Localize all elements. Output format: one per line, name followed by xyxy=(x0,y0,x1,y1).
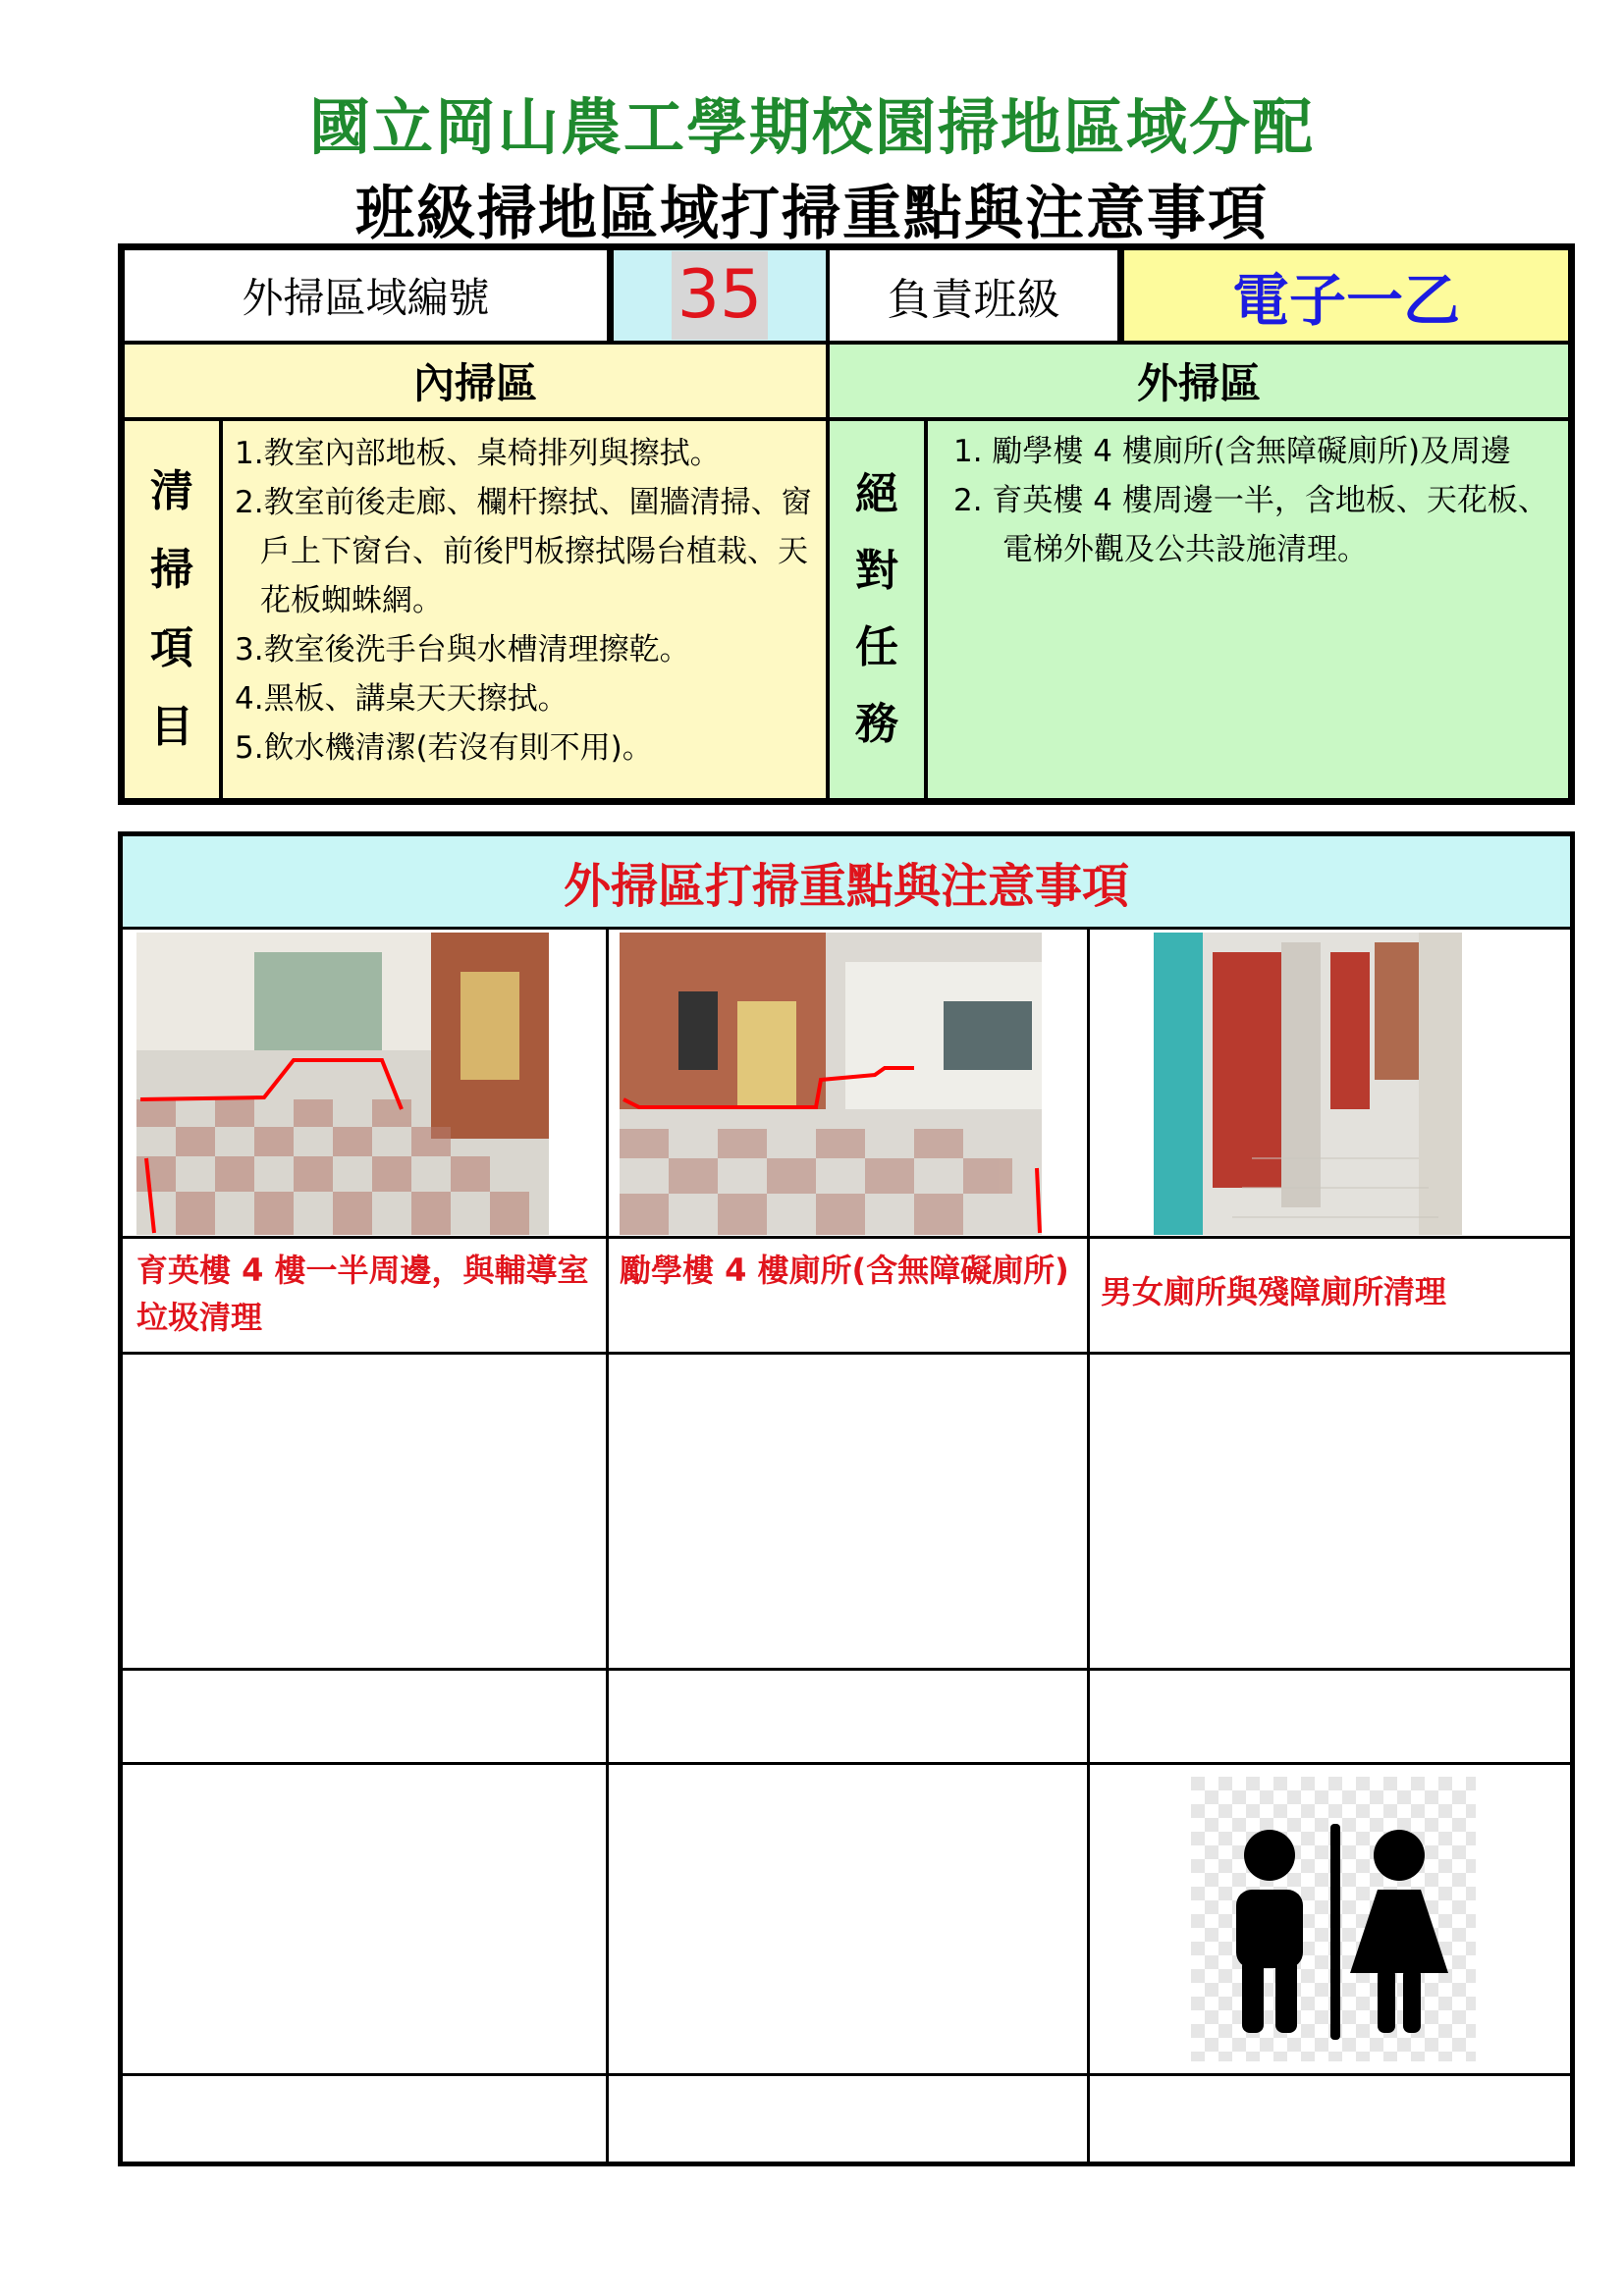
inner-side-label xyxy=(123,419,221,800)
toilet-stalls-photo xyxy=(1154,933,1462,1235)
outer-side-char: 對 xyxy=(855,546,898,596)
inner-item: 5.飲水機清潔(若沒有則不用)。 xyxy=(235,730,653,766)
outer-side-char: 絕 xyxy=(855,469,898,519)
corridor-photo-image xyxy=(136,933,549,1235)
caption-corridor: 育英樓 4 樓一半周邊，與輔導室垃圾清理 xyxy=(136,1252,589,1336)
corridor-photo xyxy=(136,933,549,1235)
row-divider xyxy=(123,1352,1570,1355)
inner-area-heading: 內掃區 xyxy=(123,343,828,419)
column-divider xyxy=(1087,930,1090,2162)
assignment-table xyxy=(118,243,1575,805)
page-title: 國立岡山農工學期校園掃地區域分配 xyxy=(308,91,1315,163)
row-divider xyxy=(123,1236,1570,1239)
inner-side-char: 掃 xyxy=(150,545,193,595)
inner-item: 4.黑板、講桌天天擦拭。 xyxy=(235,681,568,717)
area-number-cell xyxy=(612,248,828,343)
outer-side-char: 任 xyxy=(855,622,898,672)
notes-heading: 外掃區打掃重點與注意事項 xyxy=(123,836,1570,930)
outer-items xyxy=(926,419,1570,800)
area-number-label: 外掃區域編號 xyxy=(123,248,612,343)
restroom-icon-svg xyxy=(1191,1777,1476,2061)
page-subtitle: 班級掃地區域打掃重點與注意事項 xyxy=(355,180,1269,248)
inner-item: 2.教室前後走廊、欄杆擦拭、圍牆清掃、窗戶上下窗台、前後門板擦拭陽台植栽、天花板蜘蛛網。 xyxy=(235,485,812,618)
inner-side-char: 清 xyxy=(150,466,193,516)
caption-restroom-cleaning: 男女廁所與殘障廁所清理 xyxy=(1101,1273,1447,1310)
caption-toilet: 勵學樓 4 樓廁所(含無障礙廁所) xyxy=(620,1252,1069,1289)
inner-item: 3.教室後洗手台與水槽清理擦乾。 xyxy=(235,632,690,667)
class-label: 負責班級 xyxy=(828,248,1122,343)
class-name: 電子一乙 xyxy=(1122,248,1570,343)
column-divider xyxy=(606,930,609,2162)
inner-side-char: 目 xyxy=(150,702,193,752)
outer-side-char: 務 xyxy=(855,699,898,749)
notes-table xyxy=(118,831,1575,2166)
toilet-stalls-photo-image xyxy=(1154,933,1462,1235)
area-number: 35 xyxy=(672,251,769,340)
inner-side-char: 項 xyxy=(150,623,193,673)
outer-item: 2. 育英樓 4 樓周邊一半，含地板、天花板、電梯外觀及公共設施清理。 xyxy=(953,483,1548,567)
row-divider xyxy=(123,1762,1570,1765)
inner-items xyxy=(221,419,828,800)
outer-area-heading: 外掃區 xyxy=(828,343,1570,419)
toilet-entrance-photo xyxy=(620,933,1042,1235)
row-divider xyxy=(123,2073,1570,2076)
inner-item: 1.教室內部地板、桌椅排列與擦拭。 xyxy=(235,436,721,471)
toilet-entrance-photo-image xyxy=(620,933,1042,1235)
outer-item: 1. 勵學樓 4 樓廁所(含無障礙廁所)及周邊 xyxy=(953,434,1512,469)
outer-side-label xyxy=(828,419,926,800)
restroom-icon xyxy=(1191,1777,1476,2061)
row-divider xyxy=(123,1668,1570,1671)
